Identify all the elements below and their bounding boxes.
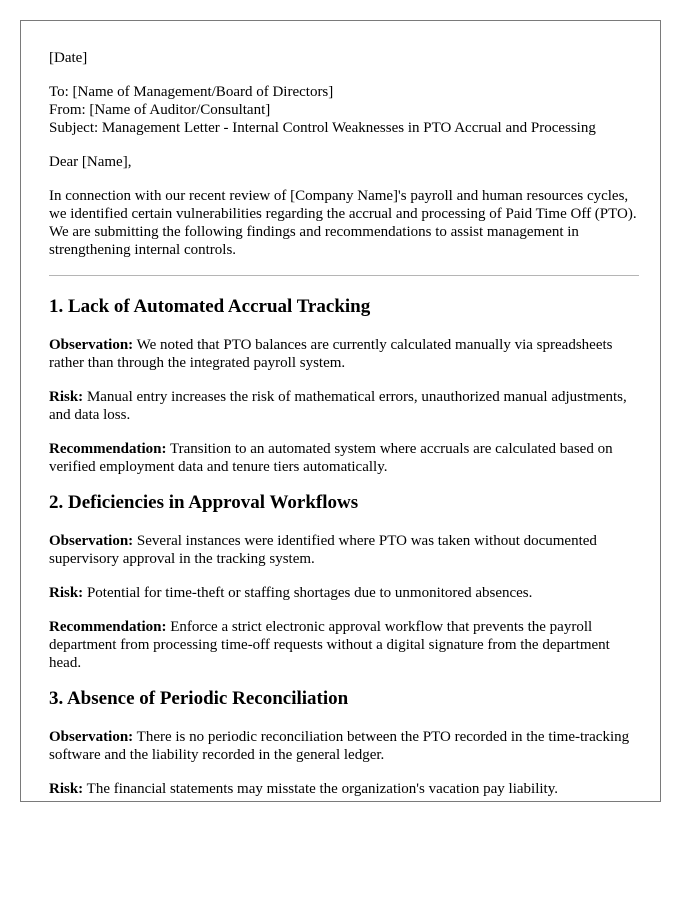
letter-intro: In connection with our recent review of [Company Name]'s payroll and human resources cycles, we identified certain vulnerabilities regarding the accrual and processing of Paid Time Off (PTO). We are submitting the following findings and recommendations to assist management in strengthening internal controls.	[49, 188, 637, 258]
finding-section-2	[49, 492, 639, 672]
risk-label: Risk:	[49, 389, 84, 405]
observation-text: Several instances were identified where PTO was taken without documented supervisory approval in the tracking system.	[49, 533, 597, 567]
risk-paragraph	[49, 780, 639, 798]
risk-label: Risk:	[49, 781, 84, 797]
risk-text: Manual entry increases the risk of mathematical errors, unauthorized manual adjustments, and data loss.	[49, 389, 627, 423]
finding-section-1	[49, 296, 639, 476]
observation-paragraph	[49, 336, 639, 372]
recommendation-label: Recommendation:	[49, 619, 167, 635]
observation-label: Observation:	[49, 533, 134, 549]
risk-text: Potential for time-theft or staffing shortages due to unmonitored absences.	[86, 585, 533, 601]
risk-label: Risk:	[49, 585, 84, 601]
recommendation-text: Enforce a strict electronic approval workflow that prevents the payroll department from processing time-off requests without a digital signature from the department head.	[49, 619, 610, 671]
recommendation-paragraph	[49, 440, 639, 476]
section-title: 3. Absence of Periodic Reconciliation	[49, 688, 349, 709]
observation-paragraph	[49, 532, 639, 568]
letter-date: [Date]	[49, 50, 88, 66]
section-title: 1. Lack of Automated Accrual Tracking	[49, 296, 371, 317]
section-title: 2. Deficiencies in Approval Workflows	[49, 492, 359, 513]
risk-paragraph	[49, 388, 639, 424]
letter-header	[49, 83, 639, 137]
recommendation-text: Transition to an automated system where accruals are calculated based on verified employment data and tenure tiers automatically.	[49, 441, 613, 475]
risk-paragraph	[49, 584, 639, 602]
recommendation-label: Recommendation:	[49, 441, 167, 457]
letter-from: From: [Name of Auditor/Consultant]	[49, 102, 271, 118]
letter-salutation: Dear [Name],	[49, 154, 132, 170]
observation-label: Observation:	[49, 337, 134, 353]
recommendation-paragraph	[49, 618, 639, 672]
observation-text: We noted that PTO balances are currently calculated manually via spreadsheets rather than through the integrated payroll system.	[49, 337, 613, 371]
letter-subject: Subject: Management Letter - Internal Control Weaknesses in PTO Accrual and Processing	[49, 120, 596, 136]
finding-section-3	[49, 688, 639, 798]
risk-text: The financial statements may misstate the organization's vacation pay liability.	[86, 781, 558, 797]
observation-label: Observation:	[49, 729, 134, 745]
observation-text: There is no periodic reconciliation between the PTO recorded in the time-tracking software and the liability recorded in the general ledger.	[49, 729, 630, 763]
letter-content	[49, 49, 639, 802]
letter-to: To: [Name of Management/Board of Directors]	[49, 84, 334, 100]
section-divider	[49, 275, 639, 276]
observation-paragraph	[49, 728, 639, 764]
letter-page	[20, 20, 661, 802]
